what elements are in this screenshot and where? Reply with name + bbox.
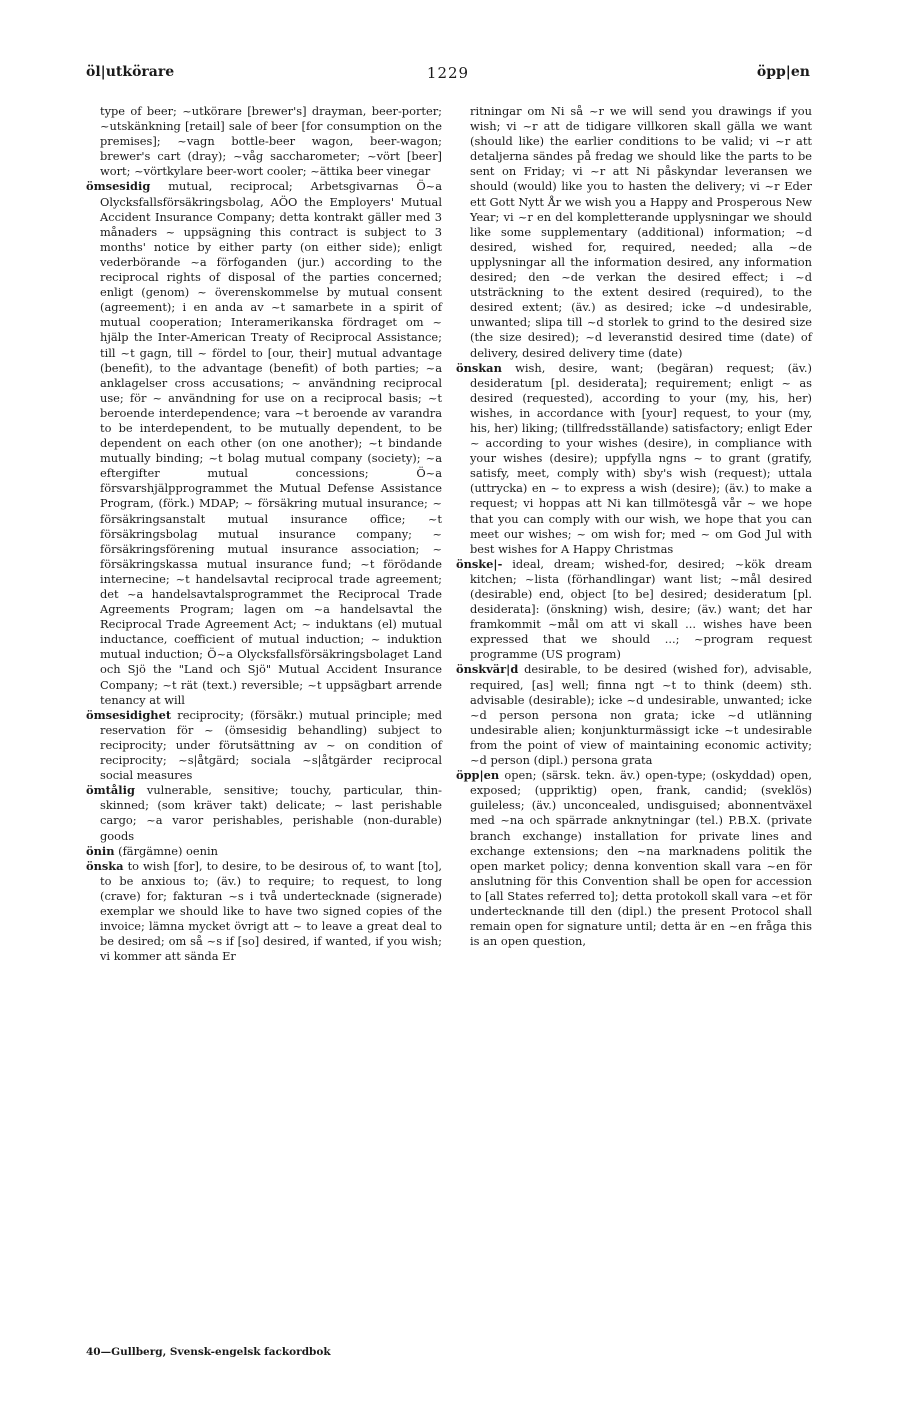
- entry-headword: ömsesidig: [86, 179, 151, 194]
- entry-text: to wish [for], to desire, to be desirous of, to want [to], to be anxious to; (äv.) to require; to request, to long (crave) for; fakturan ~s i två undertecknade (signerade) exemplar we should like to have two signed copies of the invoice; lämna mycket övrigt att ~ to leave a great deal to be desired; om så ~s if [so] desired, if wanted, if you wish; vi kommer att sända Er: [100, 858, 442, 964]
- dictionary-entry: [456, 662, 812, 768]
- page-number: 1229: [426, 64, 470, 82]
- signature-line: 40—Gullberg, Svensk-engelsk fackordbok: [86, 1346, 331, 1358]
- entry-text: open; (särsk. tekn. äv.) open-type; (oskyddad) open, exposed; (uppriktig) open, frank, candid; (sveklös) guileless; (äv.) unconcealed, undisguised; abonnentväxel med ~na och spärrade anknytningar (tel.) P.B.X. (private branch exchange) installation for private lines and exchange extensions; den ~na marknadens politik the open market policy; denna konvention skall vara ~en för anslutning för this Convention shall be open for accession to [all States referred to]; detta protokoll skall vara ~et för undertecknande till den (dipl.) the present Protocol shall remain open for signature until; detta är en ~en fråga this is an open question,: [470, 768, 813, 949]
- dictionary-entry: [456, 104, 812, 361]
- entry-text: type of beer; ~utkörare [brewer's] drayman, beer-porter; ~utskänkning [retail] sale of beer [for consumption on the premises]; ~vagn bottle-beer wagon, beer-wagon; brewer's cart (dray); ~våg saccharometer; ~vört [beer] wort; ~vörtkylare beer-wort cooler; ~ättika beer vinegar: [100, 104, 442, 179]
- dictionary-entry: [86, 844, 442, 859]
- dictionary-entry: [86, 708, 442, 783]
- entry-text: wish, desire, want; (begäran) request; (äv.) desideratum [pl. desiderata]; requirement; enligt ~ as desired (requested), according to your (my, his, her) wishes, in accordance with [your] request, to your (my, his, her) liking; (tillfredsställande) satisfactory; enligt Eder ~ according to your wishes (desire), in compliance with your wishes (desire); uppfylla ngns ~ to grant (gratify, satisfy, meet, comply with) sby's wish (request); uttala (uttrycka) en ~ to express a wish (desire); (äv.) to make a request; vi hoppas att Ni kan tillmötesgå vår ~ we hope that you can comply with our wish, we hope that you can meet our wishes; ~ om wish for; med ~ om God Jul with best wishes for A Happy Christmas: [470, 360, 812, 556]
- entry-text: ritningar om Ni så ~r we will send you drawings if you wish; vi ~r att de tidigare villkoren skall gälla we want (should like) the earlier conditions to be valid; vi ~r att detaljerna sändes på fredag we should like the parts to be sent on Friday; vi ~r att Ni påskyndar leveransen we should (would) like you to hasten the delivery; vi ~r Eder ett Gott Nytt År we wish you a Happy and Prosperous New Year; vi ~r en del kompletterande upplysningar we should like some supplementary (additional) information; ~d desired, wished for, required, needed; alla ~de upplysningar all the information desired, any information desired; den ~de verkan the desired effect; i ~d utsträckning to the extent desired (required), to the desired extent; (äv.) as desired; icke ~d undesirable, unwanted; slipa till ~d storlek to grind to the desired size (the size desired); ~d leveranstid desired time (date) of delivery, desired delivery time (date): [470, 104, 812, 360]
- dictionary-entry: [86, 783, 442, 843]
- dictionary-entry: [86, 104, 442, 179]
- dictionary-entry: [456, 557, 812, 663]
- entry-headword: önskan: [456, 360, 502, 375]
- dictionary-entry: [86, 859, 442, 965]
- left-column: [86, 104, 442, 964]
- entry-text: ideal, dream; wished-for, desired; ~kök dream kitchen; ~lista (förhandlingar) want list; ~mål desired (desirable) end, object [to be] desired; desideratum [pl. desiderata]: (önskning) wish, desire; (äv.) want; det har framkommit ~mål om att vi skall ... wishes have been expressed that we should ...; ~program request programme (US program): [470, 556, 812, 662]
- dictionary-entry: [86, 179, 442, 707]
- entry-headword: ömtålig: [86, 783, 135, 798]
- right-guide-word: öpp|en: [756, 64, 810, 80]
- running-head: [86, 64, 810, 88]
- entry-text: mutual, reciprocal; Arbetsgivarnas Ö~a Olycksfallsförsäkringsbolag, AÖO the Employers' Mutual Accident Insurance Company; detta kontrakt gäller med 3 månaders ~ uppsägning this contract is subject to 3 months' notice by either party (on either side); enligt vederbörande ~a förfoganden (jur.) according to the reciprocal rights of disposal of the parties concerned; enligt (genom) ~ överenskommelse by mutual consent (agreement); i en anda av ~t samarbete in a spirit of mutual cooperation; Interamerikanska fördraget om ~ hjälp the Inter-American Treaty of Reciprocal Assistance; till ~t gagn, till ~ fördel to [our, their] mutual advantage (benefit), to the advantage (benefit) of both parties; ~a anklagelser cross accusations; ~ användning reciprocal use; för ~ användning for use on a reciprocal basis; ~t beroende interdependence; vara ~t beroende av varandra to be interdependent, to be mutually dependent, to be dependent on each other (on one another); ~t bindande mutually binding; ~t bolag mutual company (society); ~a eftergifter mutual concessions; Ö~a försvarshjälpprogrammet the Mutual Defense Assistance Program, (förk.) MDAP; ~ försäkring mutual insurance; ~ försäkringsanstalt mutual insurance office; ~t försäkringsbolag mutual insurance company; ~ försäkringsförening mutual insurance association; ~ försäkringskassa mutual insurance fund; ~t förödande internecine; ~t handelsavtal reciprocal trade agreement; det ~a handelsavtalsprogrammet the Reciprocal Trade Agreements Program; lagen om ~a handelsavtal the Reciprocal Trade Agreement Act; ~ induktans (el) mutual inductance, coefficient of mutual induction; ~ induktion mutual induction; Ö~a Olycksfallsförsäkringsbolaget Land och Sjö the "Land och Sjö" Mutual Accident Insurance Company; ~t rät (text.) reversible; ~t uppsägbart arrende tenancy at will: [100, 179, 442, 707]
- entry-text: vulnerable, sensitive; touchy, particular, thin-skinned; (som kräver takt) delicate; ~ last perishable cargo; ~a varor perishables, perishable (non-durable) goods: [100, 783, 442, 843]
- entry-headword: ömsesidighet: [86, 707, 172, 722]
- entry-headword: önskvär|d: [456, 662, 519, 677]
- dictionary-entry: [456, 768, 812, 949]
- entry-text: (färgämne) oenin: [114, 843, 218, 858]
- entry-headword: öpp|en: [456, 768, 500, 783]
- entry-text: desirable, to be desired (wished for), advisable, required, [as] well; finna ngt ~t to think (deem) sth. advisable (desirable); icke ~d undesirable, unwanted; icke ~d person persona non grata; icke ~d utlänning undesirable alien; konjunkturmässigt icke ~t undesirable from the point of view of maintaining economic activity; ~d person (dipl.) persona grata: [470, 662, 812, 768]
- entry-headword: önska: [86, 858, 124, 873]
- entry-headword: önske|-: [456, 556, 503, 571]
- right-column: [456, 104, 812, 949]
- left-guide-word: öl|utkörare: [86, 64, 175, 80]
- dictionary-entry: [456, 361, 812, 557]
- entry-headword: önin: [86, 843, 115, 858]
- entry-text: reciprocity; (försäkr.) mutual principle; med reservation för ~ (ömsesidig behandling) subject to reciprocity; under förutsättning av ~ on condition of reciprocity; ~s|åtgärd; sociala ~s|åtgärder reciprocal social measures: [100, 707, 442, 783]
